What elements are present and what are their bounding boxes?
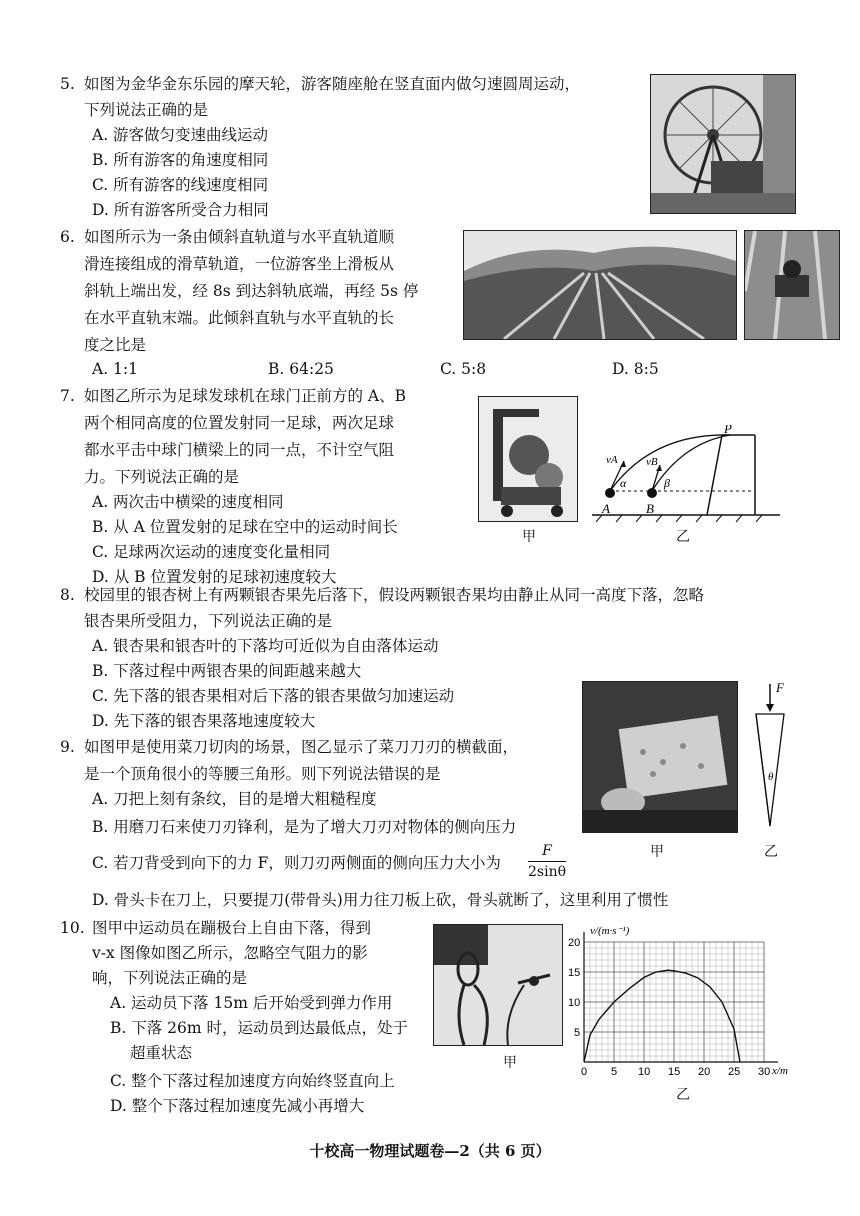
q5-option-d: D. 所有游客所受合力相同 [92, 201, 269, 219]
label-alpha: α [620, 476, 627, 490]
q6-option-d: D. 8:5 [612, 360, 659, 378]
q9-fraction [528, 843, 566, 880]
y-tick-label: 5 [574, 1027, 581, 1039]
label-vB: vB [646, 456, 658, 468]
q5-option-b: B. 所有游客的角速度相同 [92, 151, 269, 169]
q5-option-c: C. 所有游客的线速度相同 [92, 176, 269, 194]
q5-stem-line2: 下列说法正确的是 [84, 101, 209, 119]
q7-stem-line4: 力。下列说法正确的是 [84, 468, 240, 486]
q7-caption-jia: 甲 [522, 529, 536, 545]
label-A: A [602, 501, 610, 516]
q7-option-b: B. 从 A 位置发射的足球在空中的运动时间长 [92, 518, 398, 536]
q10-option-c: C. 整个下落过程加速度方向始终竖直向上 [110, 1072, 395, 1090]
q7-caption-yi: 乙 [676, 529, 690, 545]
q6-option-c: C. 5:8 [440, 360, 487, 378]
q8-option-a: A. 银杏果和银杏叶的下落均可近似为自由落体运动 [92, 637, 439, 655]
y-tick-label: 15 [568, 967, 581, 979]
q10-number: 10. [60, 919, 85, 937]
q10-option-b-line2: 超重状态 [130, 1044, 193, 1062]
q7-stem-line3: 都水平击中球门横梁上的同一点，不计空气阻 [84, 441, 395, 459]
x-tick-label: 10 [638, 1066, 651, 1078]
q7-option-c: C. 足球两次运动的速度变化量相同 [92, 543, 331, 561]
v-x-chart [560, 922, 800, 1088]
q8-option-d: D. 先下落的银杏果落地速度较大 [92, 712, 316, 730]
label-P: P [724, 425, 732, 436]
q8-stem-line1: 校园里的银杏树上有两颗银杏果先后落下，假设两颗银杏果均由静止从同一高度下落，忽略 [84, 586, 705, 604]
grass-sled-photo [744, 230, 840, 340]
q9-option-a: A. 刀把上刻有条纹，目的是增大粗糙程度 [92, 790, 377, 808]
q10-stem-line2: v-x 图像如图乙所示，忽略空气阻力的影 [92, 944, 368, 962]
q7-stem-line2: 两个相同高度的位置发射同一足球，两次足球 [84, 414, 395, 432]
ball-machine-photo [478, 396, 578, 522]
page-footer: 十校高一物理试题卷—2（共 6 页） [309, 1142, 551, 1160]
q7-trajectory-diagram [592, 425, 782, 525]
ferris-wheel-photo [650, 74, 796, 214]
q6-stem-line4: 在水平直轨末端。此倾斜直轨与水平直轨的长 [84, 309, 395, 327]
x-tick-label: 30 [758, 1066, 771, 1078]
q6-number: 6. [60, 228, 75, 246]
chart-axes [584, 932, 778, 1062]
label-B: B [646, 501, 654, 516]
q9-option-d: D. 骨头卡在刀上，只要提刀(带骨头)用力往刀板上砍，骨头就断了，这里利用了惯性 [92, 891, 669, 909]
q10-option-b-line1: B. 下落 26m 时，运动员到达最低点，处于 [110, 1019, 409, 1037]
x-tick-label: 5 [611, 1066, 618, 1078]
label-F: F [776, 680, 784, 695]
q5-option-a: A. 游客做匀变速曲线运动 [92, 126, 269, 144]
q8-option-c: C. 先下落的银杏果相对后下落的银杏果做匀加速运动 [92, 687, 455, 705]
fraction-numerator: F [528, 843, 566, 862]
q8-stem-line2: 银杏果所受阻力，下列说法正确的是 [84, 612, 333, 630]
q9-option-b: B. 用磨刀石来使刀刃锋利，是为了增大刀刃对物体的侧向压力 [92, 818, 517, 836]
q10-stem-line3: 响，下列说法正确的是 [92, 969, 248, 987]
q9-number: 9. [60, 738, 75, 756]
q6-stem-line2: 滑连接组成的滑草轨道，一位游客坐上滑板从 [84, 255, 395, 273]
y-tick-label: 10 [568, 997, 581, 1009]
q6-stem-line3: 斜轨上端出发，经 8s 到达斜轨底端，再经 5s 停 [84, 282, 419, 300]
q10-stem-line1: 图甲中运动员在蹦极台上自由下落，得到 [92, 919, 372, 937]
q7-option-d: D. 从 B 位置发射的足球初速度较大 [92, 568, 337, 586]
chart-x-axis-label: x/m [772, 1065, 788, 1077]
q10-option-d: D. 整个下落过程加速度先减小再增大 [110, 1097, 365, 1115]
knife-blade-cross-section [750, 680, 800, 830]
q8-number: 8. [60, 586, 75, 604]
label-theta: θ [768, 771, 774, 783]
q7-number: 7. [60, 387, 75, 405]
x-tick-label: 0 [581, 1066, 588, 1078]
fraction-denominator: 2sinθ [528, 864, 567, 880]
q6-option-b: B. 64:25 [268, 360, 334, 378]
q9-option-c: C. 若刀背受到向下的力 F，则刀刃两侧面的侧向压力大小为 [92, 854, 501, 872]
q9-stem-line1: 如图甲是使用菜刀切肉的场景，图乙显示了菜刀刀刃的横截面， [84, 738, 519, 756]
chart-y-axis-label: v/(m·s⁻¹) [590, 925, 630, 937]
knife-cutting-photo [582, 681, 738, 833]
x-tick-label: 15 [668, 1066, 681, 1078]
q5-stem-line1: 如图为金华金东乐园的摩天轮，游客随座舱在竖直面内做匀速圆周运动， [84, 75, 581, 93]
q10-option-a: A. 运动员下落 15m 后开始受到弹力作用 [110, 994, 393, 1012]
q9-stem-line2: 是一个顶角很小的等腰三角形。则下列说法错误的是 [84, 765, 441, 783]
q10-caption-yi: 乙 [676, 1087, 690, 1103]
q6-stem-line1: 如图所示为一条由倾斜直轨道与水平直轨道顺 [84, 228, 395, 246]
q7-option-a: A. 两次击中横梁的速度相同 [92, 493, 284, 511]
q9-caption-jia: 甲 [650, 844, 664, 860]
q7-stem-line1: 如图乙所示为足球发球机在球门正前方的 A、B [84, 387, 407, 405]
q6-stem-line5: 度之比是 [84, 336, 147, 354]
label-beta: β [664, 476, 670, 490]
x-tick-label: 20 [698, 1066, 711, 1078]
bungee-jump-photo [433, 924, 563, 1046]
q10-caption-jia: 甲 [503, 1055, 517, 1071]
y-tick-label: 20 [568, 937, 581, 949]
q6-option-a: A. 1:1 [92, 360, 138, 378]
q9-caption-yi: 乙 [764, 844, 778, 860]
q8-option-b: B. 下落过程中两银杏果的间距越来越大 [92, 662, 362, 680]
x-tick-label: 25 [728, 1066, 741, 1078]
q5-number: 5. [60, 75, 75, 93]
grass-slide-photo [463, 230, 737, 340]
label-vA: vA [606, 454, 618, 466]
